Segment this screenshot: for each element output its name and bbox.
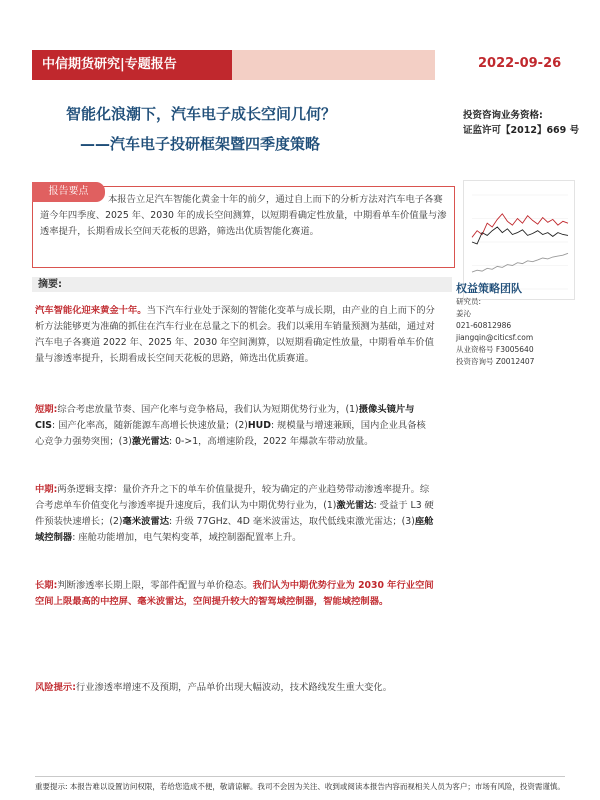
highlight-term: HUD xyxy=(247,420,271,431)
paragraph-text: : 规模量与增速兼顾，国内企业具备核心竞争力强势突围；(3) xyxy=(35,420,426,447)
paragraph-mid-term xyxy=(35,482,435,546)
highlight-conclusion: 我们认为中期优势行业为 2030 年行业空间空间上限最高的中控屏、毫米波雷达，空间提升较大的智驾域控制器，智能域控制器。 xyxy=(35,580,434,607)
report-subtitle: ——汽车电子投研框架暨四季度策略 xyxy=(80,135,321,153)
paragraph-text: : 升级 77GHz、4D 毫米波雷达，取代低线束激光雷达；(3) xyxy=(169,516,415,527)
risk-lead: 风险提示: xyxy=(35,682,76,693)
paragraph-text: 两条逻辑支撑：量价齐升之下的单车价值量提升，较为确定的产业趋势带动渗透率提升。综合考虑单车价值变化与渗透率提升速度后，我们认为中期优势行业为，(1) xyxy=(35,484,430,511)
researcher-phone: 021-60812986 xyxy=(456,321,512,330)
paragraph-lead: 中期: xyxy=(35,484,58,495)
highlight-term: 激光雷达 xyxy=(336,500,374,511)
paragraph-text: 综合考虑放量节奏、国产化率与竞争格局，我们认为短期优势行业为，(1) xyxy=(57,404,359,415)
report-date: 2022-09-26 xyxy=(478,56,562,71)
chart-series-red xyxy=(472,214,568,238)
highlight-term: 摄像头镜片与 CIS xyxy=(35,404,415,431)
paragraph-text: : 国产化率高，随新能源车高增长快速放量；(2) xyxy=(51,420,248,431)
researcher-name: 姜沁 xyxy=(456,309,471,318)
risk-warning xyxy=(35,680,435,696)
paragraph-overview xyxy=(35,303,435,367)
paragraph-long-term xyxy=(35,578,435,610)
report-title: 智能化浪潮下，汽车电子成长空间几何？ xyxy=(66,105,337,123)
highlight-term: 座舱域控制器 xyxy=(35,516,434,543)
paragraph-lead: 汽车智能化迎来黄金十年。 xyxy=(35,305,147,316)
chart-series-black xyxy=(472,227,568,244)
team-name: 权益策略团队 xyxy=(456,282,522,295)
paragraph-lead: 短期: xyxy=(35,404,58,415)
researcher-label: 研究员: xyxy=(456,297,482,306)
paragraph-lead: 长期: xyxy=(35,580,58,591)
highlight-term: 激光雷达 xyxy=(131,436,170,447)
qualification-label: 投资咨询业务资格: xyxy=(463,110,543,121)
highlight-term: 毫米波雷达 xyxy=(122,516,170,527)
paragraph-short-term xyxy=(35,402,435,450)
paragraph-text: 判断渗透率长期上限，零部件配置与单价稳态。 xyxy=(57,580,253,591)
abstract-bar xyxy=(32,277,452,292)
brand-label: 中信期货研究|专题报告 xyxy=(32,50,232,80)
summary-text: 本报告立足汽车智能化黄金十年的前夕，通过自上而下的分析方法对汽车电子各赛道今年四季度、2025 年、2030 年的成长空间测算，以短期看确定性放量，中期看单车价值量与渗透率提升，长期看成长空间天花板的思路，筛选出优质智能化赛道。 xyxy=(40,194,447,237)
paragraph-text: 当下汽车行业处于深刻的智能化变革与成长期，由产业的自上而下的分析方法能够更为准确的抓住在汽车行业在总量之下的机会。我们以乘用车销量预测为基础，通过对汽车电子各赛道 2022 年、2025 年、2030 年空间测算，以短期看确定性放量，中期看单车价值量与渗透率提升，长期看成长空间天花板的思路，筛选出优质赛道。 xyxy=(35,305,435,364)
license-consulting: 投资咨询号 Z0012407 xyxy=(456,357,535,366)
license-number: 证监许可【2012】669 号 xyxy=(463,125,580,136)
disclaimer: 重要提示: 本报告难以设置访问权限，若给您造成不便，敬请谅解。我司不会因为关注、收到或阅读本报告内容而视相关人员为客户；市场有风险，投资需谨慎。 xyxy=(35,776,565,793)
summary-tag: 报告要点 xyxy=(32,182,105,202)
chart-series-gray xyxy=(472,253,568,272)
paragraph-text: : 0->1，高增速阶段，2022 年爆款车带动放量。 xyxy=(169,436,374,447)
paragraph-text: : 受益于 L3 硬件预装快速增长；(2) xyxy=(35,500,434,527)
header-bar xyxy=(32,50,435,80)
abstract-title: 摘要: xyxy=(38,279,62,290)
risk-text: 行业渗透率增速不及预期，产品单价出现大幅波动，技术路线发生重大变化。 xyxy=(75,682,393,693)
license-qualification: 从业资格号 F3005640 xyxy=(456,345,534,354)
paragraph-text: : 座舱功能增加，电气架构变革，域控制器配置率上升。 xyxy=(72,532,302,543)
researcher-email[interactable]: jiangqin@citicsf.com xyxy=(456,333,534,342)
